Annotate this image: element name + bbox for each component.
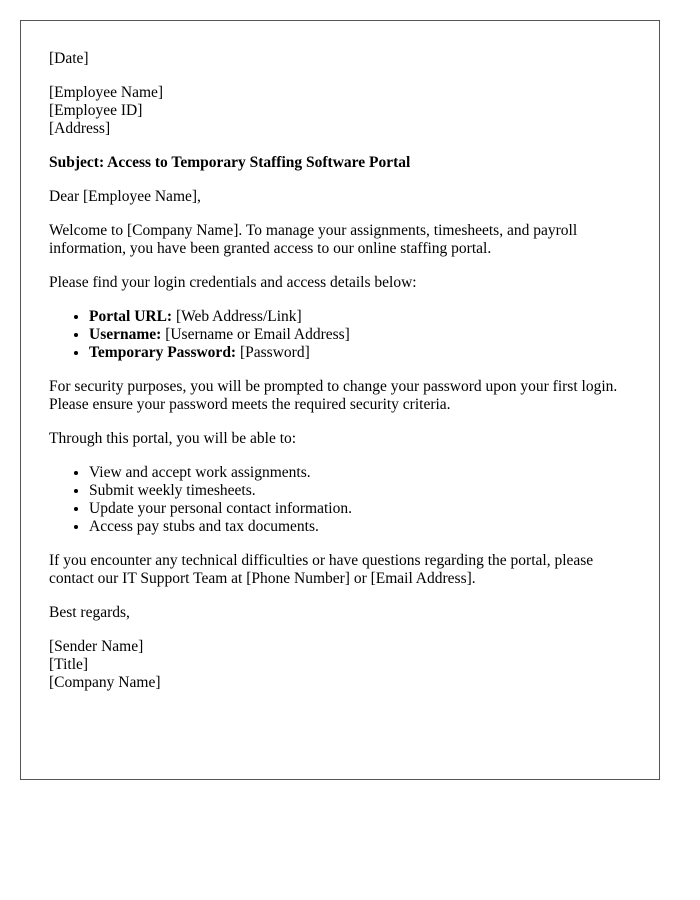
features-intro-block bbox=[49, 430, 631, 448]
credential-term: Temporary Password: bbox=[89, 344, 237, 361]
credentials-intro-block bbox=[49, 274, 631, 292]
credential-value: [Password] bbox=[236, 344, 310, 361]
security-paragraph bbox=[49, 378, 631, 414]
closing-block bbox=[49, 604, 631, 622]
feature-item: • Update your personal contact information. bbox=[89, 500, 631, 518]
sender-name: [Sender Name] bbox=[49, 638, 144, 655]
subject-line: Subject: Access to Temporary Staffing Software Portal bbox=[49, 154, 411, 171]
feature-item: • View and accept work assignments. bbox=[89, 464, 631, 482]
feature-item: • Access pay stubs and tax documents. bbox=[89, 518, 631, 536]
credentials-intro: Please find your login credentials and access details below: bbox=[49, 274, 417, 291]
letter-date: [Date] bbox=[49, 50, 89, 67]
greeting: Dear [Employee Name], bbox=[49, 188, 201, 205]
intro-text: Welcome to [Company Name]. To manage your assignments, timesheets, and payroll information, you have been granted access to our online staffing portal. bbox=[49, 222, 578, 257]
credential-term: Portal URL: bbox=[89, 308, 173, 325]
sender-company: [Company Name] bbox=[49, 674, 161, 691]
features-intro: Through this portal, you will be able to: bbox=[49, 430, 297, 447]
credential-term: Username: bbox=[89, 326, 162, 343]
support-note: If you encounter any technical difficulties or have questions regarding the portal, please contact our IT Support Team at [Phone Number] or [Email Address]. bbox=[49, 552, 594, 587]
credential-value: [Username or Email Address] bbox=[161, 326, 350, 343]
feature-item: • Submit weekly timesheets. bbox=[89, 482, 631, 500]
credential-item-password bbox=[89, 344, 631, 362]
sender-title: [Title] bbox=[49, 656, 89, 673]
credential-value: [Web Address/Link] bbox=[172, 308, 302, 325]
letter-page bbox=[20, 20, 660, 780]
credential-item-portal-url bbox=[89, 308, 631, 326]
recipient-address: [Address] bbox=[49, 120, 111, 137]
recipient-id: [Employee ID] bbox=[49, 102, 143, 119]
subject-block bbox=[49, 154, 631, 172]
support-paragraph bbox=[49, 552, 631, 588]
closing: Best regards, bbox=[49, 604, 130, 621]
recipient-name: [Employee Name] bbox=[49, 84, 164, 101]
date-block bbox=[49, 50, 631, 68]
security-note: For security purposes, you will be prompted to change your password upon your first login. Please ensure your password meets the required security criteria. bbox=[49, 378, 618, 413]
sender-block bbox=[49, 638, 631, 692]
credential-item-username bbox=[89, 326, 631, 344]
features-list bbox=[49, 464, 631, 536]
intro-paragraph bbox=[49, 222, 631, 258]
credentials-list bbox=[49, 308, 631, 362]
recipient-block bbox=[49, 84, 631, 138]
greeting-block bbox=[49, 188, 631, 206]
